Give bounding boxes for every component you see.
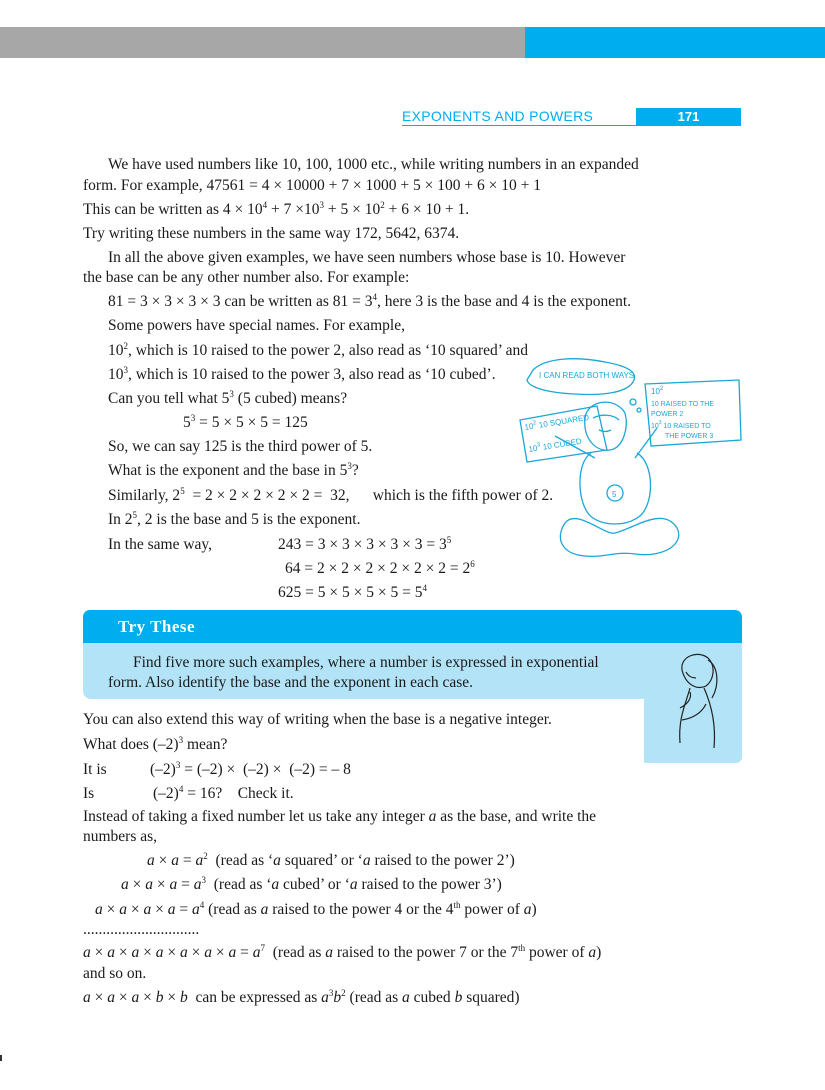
chapter-title: EXPONENTS AND POWERS	[402, 108, 594, 124]
page-corner-mark	[0, 1055, 2, 1061]
it-is-label: It is	[83, 761, 107, 778]
integer-base-line-2: numbers as,	[83, 828, 158, 845]
bubble-dot	[630, 399, 636, 405]
ten-squared-line: $10^2$, which is 10 raised to the power 2, also read as ‘10 squared’ and	[108, 341, 529, 359]
para-1-line-3: This can be written as $4 \times 10^4 + 7 \times 10^3 + 5 \times 10^2 + 6 \times 10 + 1$.	[83, 200, 470, 218]
third-power-line: So, we can say 125 is the third power of 5.	[108, 438, 373, 455]
right-card-line-1: $10^2$	[651, 386, 664, 396]
bubble-dot	[637, 408, 641, 412]
a-squared-line: $a \times a = a^2$ (read as ‘a squared’ or ‘a raised to the power 2’)	[147, 851, 515, 869]
para-2-line-1: In all the above given examples, we have seen numbers whose base is 10. However	[108, 249, 626, 266]
five-cubed-equation: $5^3 = 5 \times 5 \times 5 = 125$	[183, 413, 308, 431]
right-card-line-2: 10 RAISED TO THE	[651, 401, 715, 408]
a-cubed-b-squared-line: a × a × a × b × b can be expressed as $a^3b^2$ (read as a cubed b squared)	[83, 988, 520, 1006]
integer-base-line-1: Instead of taking a fixed number let us take any integer a as the base, and write the	[83, 808, 597, 825]
right-card-line-5: THE POWER 3	[665, 433, 714, 440]
page-number: 171	[636, 108, 741, 125]
a-seventh-line: $a \times a \times a \times a \times a \times a \times a = a^7$ (read as a raised to the power 7 or the 7th power of a)	[83, 943, 602, 961]
left-card	[520, 406, 607, 462]
right-card-line-3: POWER 2	[651, 411, 684, 418]
special-names-intro: Some powers have special names. For example,	[108, 317, 405, 334]
is-label: Is	[83, 785, 95, 802]
and-so-on: and so on.	[83, 965, 147, 982]
dotted-ellipsis: ..............................	[83, 921, 200, 938]
shirt-number: 5	[612, 490, 617, 499]
face-line	[599, 430, 611, 432]
left-card-line-2: $10^3$ 10 CUBED	[527, 436, 583, 454]
a-fourth-line: $a \times a \times a \times a = a^4$ (read as a raised to the power 4 or the 4th power of a)	[95, 900, 537, 918]
exponent-base-question: What is the exponent and the base in $5^3$?	[108, 461, 359, 479]
same-way-label: In the same way,	[108, 536, 213, 553]
negative-cube-equation: $(-2)^3 = (-2) \times (-2) \times (-2)$ = – 8	[150, 760, 351, 778]
top-band-blue	[525, 27, 825, 58]
left-card-line-1: $10^2$ 10 SQUARED	[523, 412, 590, 432]
hair-line	[593, 415, 619, 420]
para-2-line-2: the base can be any other number also. For example:	[83, 269, 410, 286]
para-1-line-4: Try writing these numbers in the same way 172, 5642, 6374.	[83, 225, 460, 242]
para-1-line-1: We have used numbers like 10, 100, 1000 etc., while writing numbers in an expanded	[108, 156, 639, 173]
try-these-title: Try These	[118, 617, 196, 636]
two-fifth-base-line: In $2^5$, 2 is the base and 5 is the exponent.	[108, 510, 361, 528]
ten-cubed-line: $10^3$, which is 10 raised to the power 3, also read as ‘10 cubed’.	[108, 365, 496, 383]
two-fifth-power-line: Similarly, $2^5 = 2 \times 2 \times 2 \times 2 \times 2 = 32$, which is the fifth power of 2.	[108, 486, 554, 504]
top-band-gray	[0, 27, 525, 58]
try-these-line-2: form. Also identify the base and the exponent in each case.	[108, 674, 473, 691]
girl-body	[580, 453, 651, 524]
example-81: 81 = 3 × 3 × 3 × 3 can be written as $81 = 3^4$, here 3 is the base and 4 is the exponent.	[108, 292, 632, 310]
equation-625: $625 = 5 \times 5 \times 5 \times 5 = 5^4$	[278, 583, 427, 601]
negative-question: What does $(-2)^3$ mean?	[83, 735, 228, 753]
header-rule	[402, 125, 741, 126]
para-1-line-2: form. For example, 47561 = 4 × 10000 + 7 × 1000 + 5 × 100 + 6 × 10 + 1	[83, 177, 541, 194]
thought-bubble-text: I CAN READ BOTH WAYS	[539, 371, 635, 380]
equation-64: $64 = 2 \times 2 \times 2 \times 2 \times 2 \times 2 = 2^6$	[285, 559, 475, 577]
try-these-line-1: Find five more such examples, where a number is expressed in exponential	[133, 654, 599, 671]
a-cubed-line: $a \times a \times a = a^3$ (read as ‘a cubed’ or ‘a raised to the power 3’)	[121, 875, 502, 893]
negative-base-line: You can also extend this way of writing when the base is a negative integer.	[83, 711, 552, 728]
girl-reading-illustration	[515, 358, 745, 573]
equation-243: $243 = 3 \times 3 \times 3 \times 3 \times 3 = 3^5$	[278, 535, 452, 553]
right-card-line-4: $10^3$ 10 RAISED TO	[651, 420, 711, 430]
thinking-girl-illustration	[668, 648, 724, 756]
negative-fourth-check: $(-2)^4 = 16$? Check it.	[153, 784, 294, 802]
five-cubed-question: Can you tell what $5^3$ (5 cubed) means?	[108, 389, 348, 407]
